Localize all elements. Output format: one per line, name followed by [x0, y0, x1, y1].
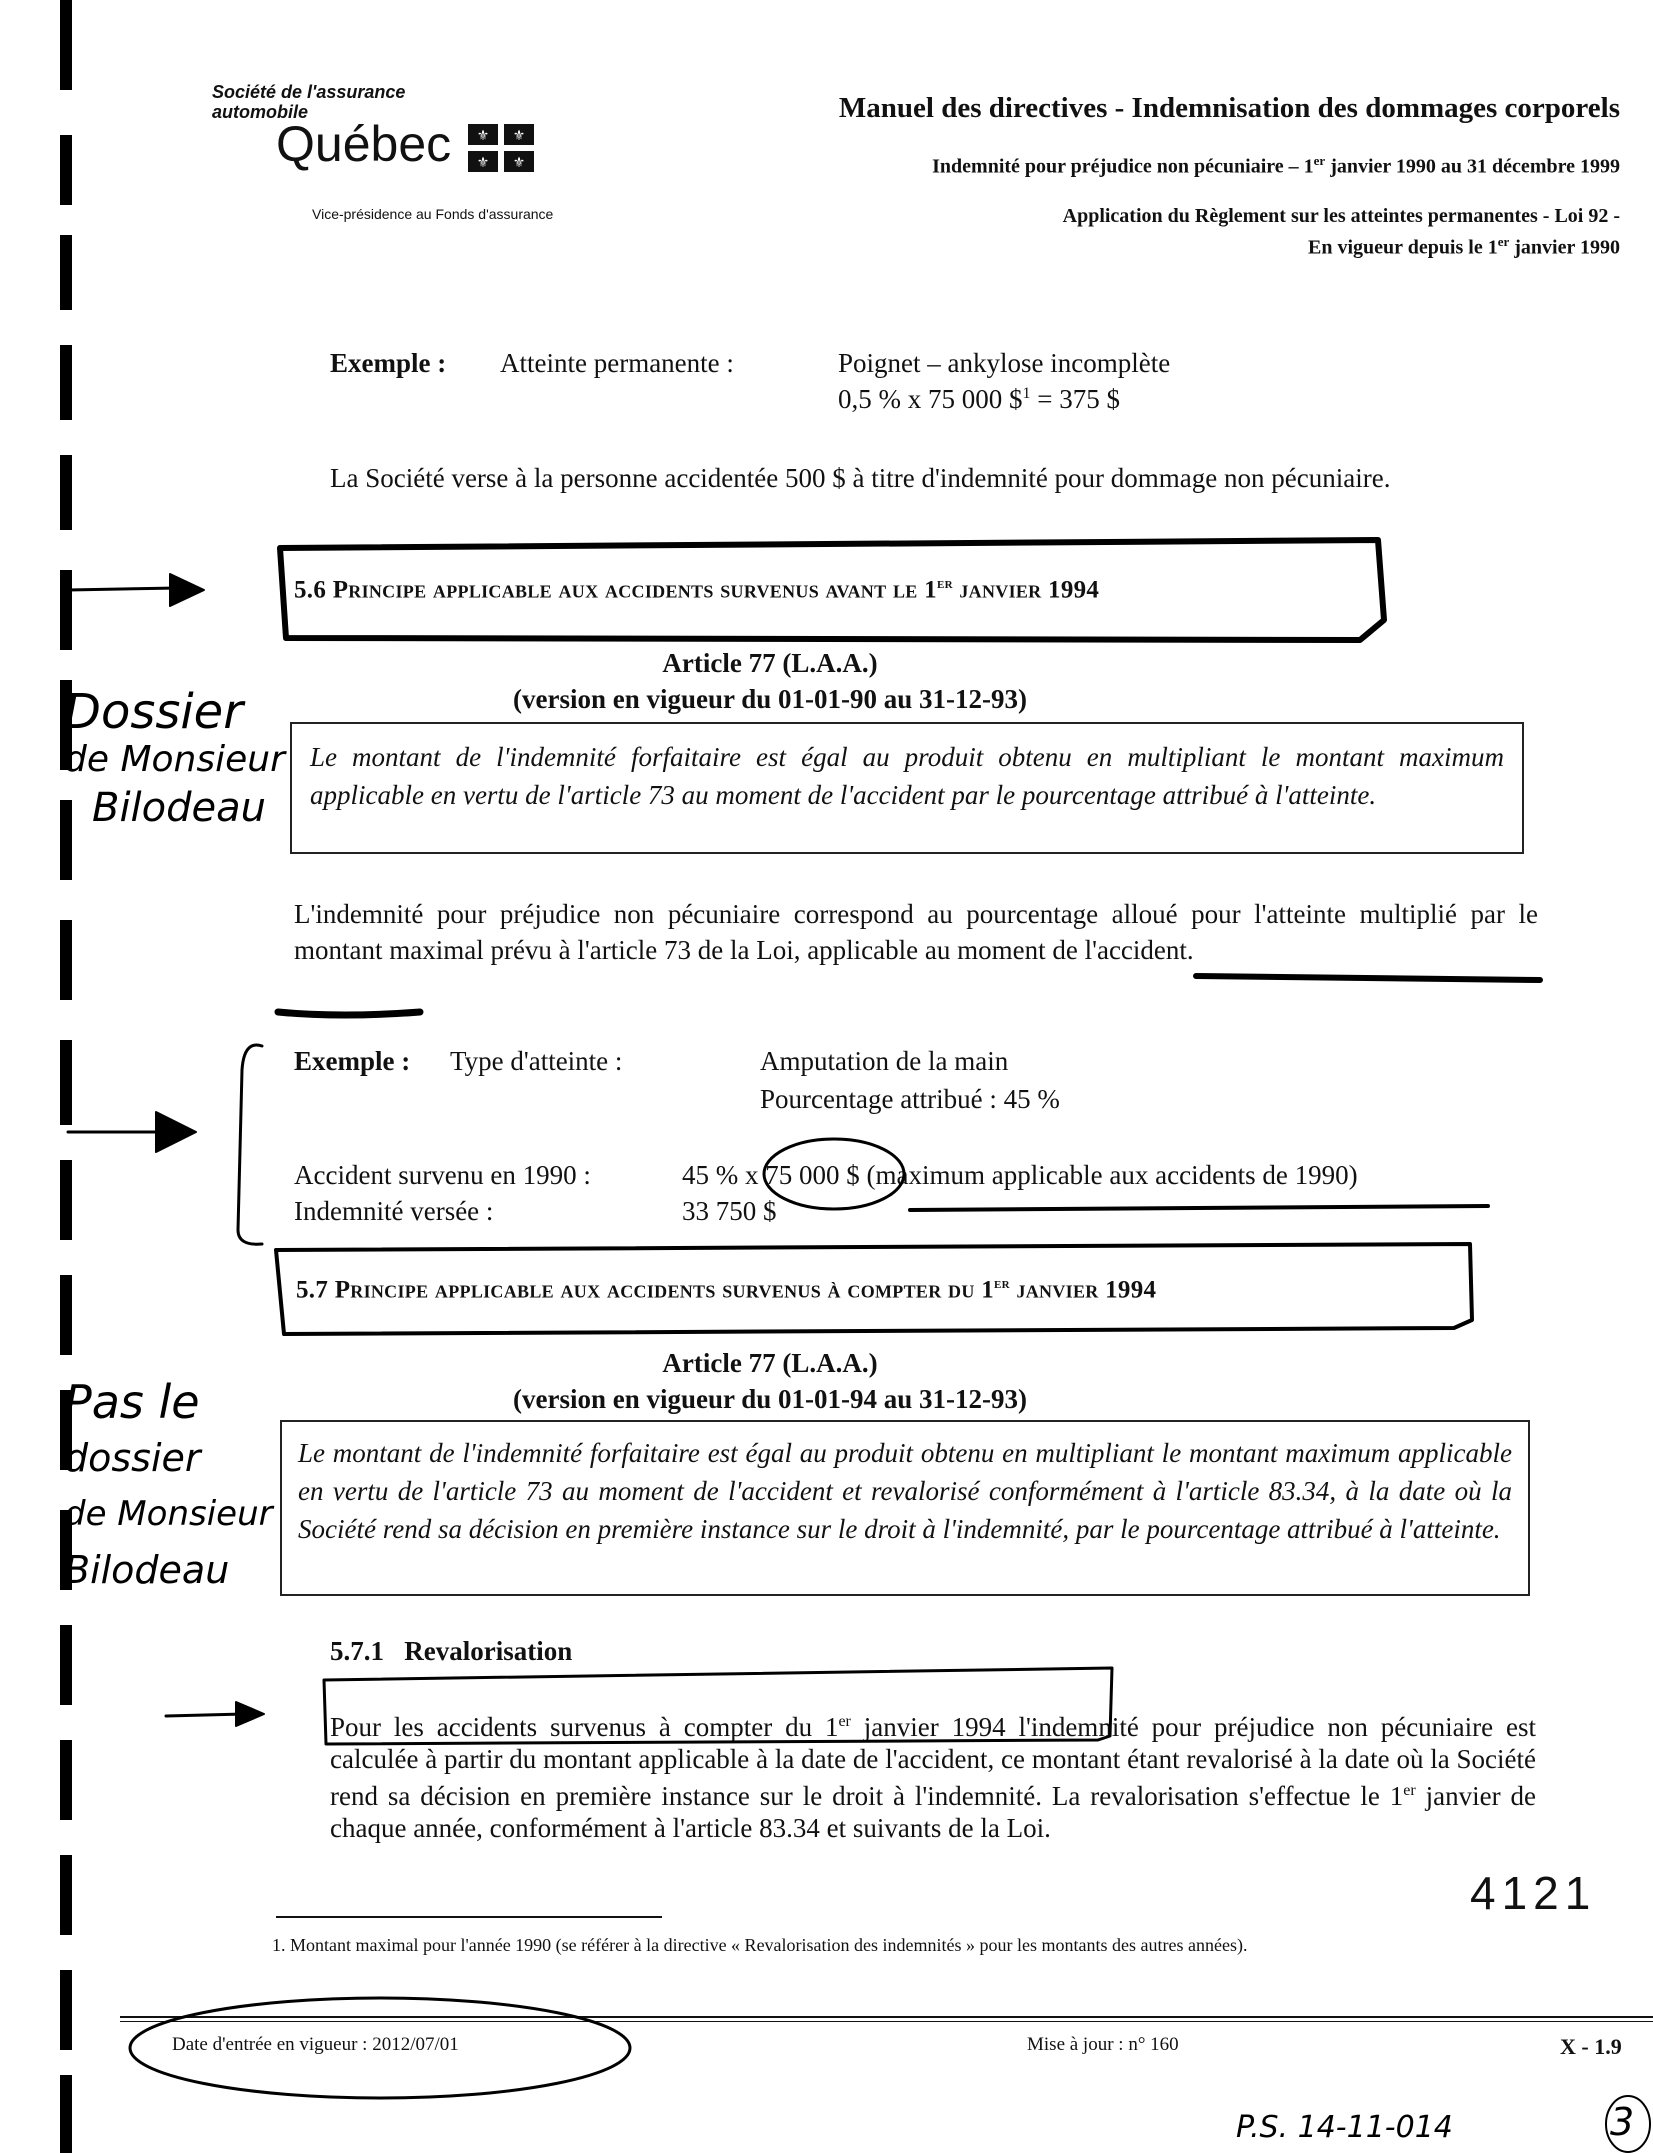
example2-type-value: Amputation de la main	[760, 1046, 1009, 1076]
section-5-7-1-paragraph: Pour les accidents survenus à compter du 1er janvier 1994 l'indemnité pour préjudice non pécuniaire est calculée à partir du montant applicable à la date de l'accident, ce montant étant revalorisé à la date où la Société rend sa décision en première instance sur le droit à l'indemnité. La revalorisation s'effectue le 1er janvier de chaque année, conformément à l'article 83.34 et suivants de la Loi.	[330, 1712, 1537, 1843]
example1-value1: Poignet – ankylose incomplète	[838, 348, 1171, 378]
underline-applicable	[1196, 976, 1540, 980]
section-5-7-quote-box	[280, 1420, 1530, 1596]
footer-rule-thin	[120, 2021, 1653, 2022]
example2-indemnity-label: Indemnité versée :	[294, 1196, 494, 1226]
example1-paragraph: La Société verse à la personne accidentée 500 $ à titre d'indemnité pour dommage non pécuniaire.	[330, 463, 1391, 493]
section-5-6-title: 5.6 Principe applicable aux accidents survenus avant le 1er janvier 1994	[294, 576, 1100, 604]
svg-text:⚜: ⚜	[476, 129, 490, 144]
example2-bracket	[238, 1045, 262, 1244]
example2-percentage: Pourcentage attribué : 45 %	[760, 1084, 1060, 1114]
binding-mark	[60, 345, 72, 420]
underline-maximum	[910, 1206, 1488, 1210]
footer-update: Mise à jour : n° 160	[1027, 2034, 1179, 2055]
example2-indemnity-value: 33 750 $	[682, 1196, 777, 1226]
section-5-6-quote-box	[290, 722, 1524, 854]
handwritten-note-dossier: Dossier de Monsieur Bilodeau	[64, 684, 285, 831]
binding-mark	[60, 1625, 72, 1705]
footer-date: Date d'entrée en vigueur : 2012/07/01	[172, 2034, 459, 2055]
binding-mark	[60, 1040, 72, 1125]
binding-mark	[60, 1275, 72, 1355]
binding-mark	[60, 135, 72, 205]
arrow-3-shaft	[166, 1714, 244, 1716]
svg-text:⚜: ⚜	[512, 129, 526, 144]
org-line1: Société de l'assurance	[212, 82, 406, 102]
example2-label: Exemple :	[294, 1046, 411, 1076]
binding-mark	[60, 1970, 72, 2050]
org-line2: automobile	[212, 102, 309, 122]
binding-mark	[60, 1740, 72, 1820]
binding-mark	[60, 2075, 72, 2153]
handwritten-circled-number: 3	[1610, 2100, 1635, 2144]
section-5-6-paragraph: L'indemnité pour préjudice non pécuniaire correspond au pourcentage alloué pour l'atteinte multiplié par le montant maximal prévu à l'article 73 de la Loi, applicable au moment de l'accident.	[294, 899, 1538, 965]
section-5-6-article: Article 77 (L.A.A.)	[662, 648, 878, 678]
footnote-rule	[276, 1916, 662, 1918]
binding-mark	[60, 235, 72, 310]
stamp-number: 4121	[1470, 1867, 1597, 1919]
example1-label: Exemple :	[330, 348, 447, 378]
section-5-7-article: Article 77 (L.A.A.)	[662, 1348, 878, 1378]
section-5-7-1-title: 5.7.1 Revalorisation	[330, 1636, 573, 1666]
manual-title: Manuel des directives - Indemnisation des dommages corporels	[838, 92, 1620, 124]
svg-text:⚜: ⚜	[512, 156, 526, 171]
binding-mark	[60, 1160, 72, 1240]
binding-mark	[60, 570, 72, 650]
footer-rule	[120, 2016, 1653, 2018]
header-subtitle-3: En vigueur depuis le 1er janvier 1990	[1308, 234, 1620, 259]
binding-mark	[60, 455, 72, 530]
footer-page: X - 1.9	[1560, 2034, 1622, 2059]
arrow-2-head-icon	[156, 1112, 196, 1152]
binding-mark	[60, 920, 72, 1000]
footnote: 1. Montant maximal pour l'année 1990 (se référer à la directive « Revalorisation des indemnités » pour les montants des autres années).	[272, 1935, 1248, 1955]
example2-accident-value: 45 % x 75 000 $ (maximum applicable aux accidents de 1990)	[682, 1160, 1358, 1190]
section-5-7-title: 5.7 Principe applicable aux accidents survenus à compter du 1er janvier 1994	[296, 1276, 1157, 1304]
header-subtitle-1: Indemnité pour préjudice non pécuniaire – 1er janvier 1990 au 31 décembre 1999	[932, 153, 1620, 178]
example1-value2: 0,5 % x 75 000 \$$^1$ = 375 $	[838, 384, 1120, 414]
arrow-1-head-icon	[170, 574, 204, 606]
vice-presidence: Vice-présidence au Fonds d'assurance	[312, 206, 554, 222]
section-5-6-version: (version en vigueur du 01-01-90 au 31-12-93)	[512, 684, 1027, 714]
underline-accident	[278, 1012, 420, 1015]
quebec-flag-icon	[468, 124, 536, 174]
arrow-3-head-icon	[236, 1702, 264, 1726]
svg-text:⚜: ⚜	[476, 156, 490, 171]
binding-mark	[60, 1855, 72, 1935]
binding-mark	[60, 0, 72, 90]
arrow-1-shaft	[68, 588, 178, 590]
handwritten-note-pas-dossier: Pas le dossier de Monsieur Bilodeau	[64, 1375, 273, 1592]
example1-field: Atteinte permanente :	[500, 348, 734, 378]
section-5-7-version: (version en vigueur du 01-01-94 au 31-12-93)	[512, 1384, 1027, 1414]
header-subtitle-2: Application du Règlement sur les atteintes permanentes - Loi 92 -	[1062, 205, 1620, 227]
example2-type-label: Type d'atteinte :	[450, 1046, 623, 1076]
section-5-7-quote: Le montant de l'indemnité forfaitaire est égal au produit obtenu en multipliant le montant maximum applicable en vertu de l'article 73 au moment de l'accident et revalorisé conformément à l'article 83.34, à la date où la Société rend sa décision en première instance sur le droit à l'indemnité, par le pourcentage attribué à l'atteinte.	[298, 1438, 1512, 1544]
section-5-6-quote: Le montant de l'indemnité forfaitaire est égal au produit obtenu en multipliant le montant maximum applicable en vertu de l'article 73 au moment de l'accident par le pourcentage attribué à l'atteinte.	[310, 742, 1504, 810]
example2-accident-label: Accident survenu en 1990 :	[294, 1160, 591, 1190]
handwritten-bottom-note: P.S. 14-11-014	[1236, 2110, 1453, 2145]
quebec-logo-text: Québec	[276, 116, 452, 172]
